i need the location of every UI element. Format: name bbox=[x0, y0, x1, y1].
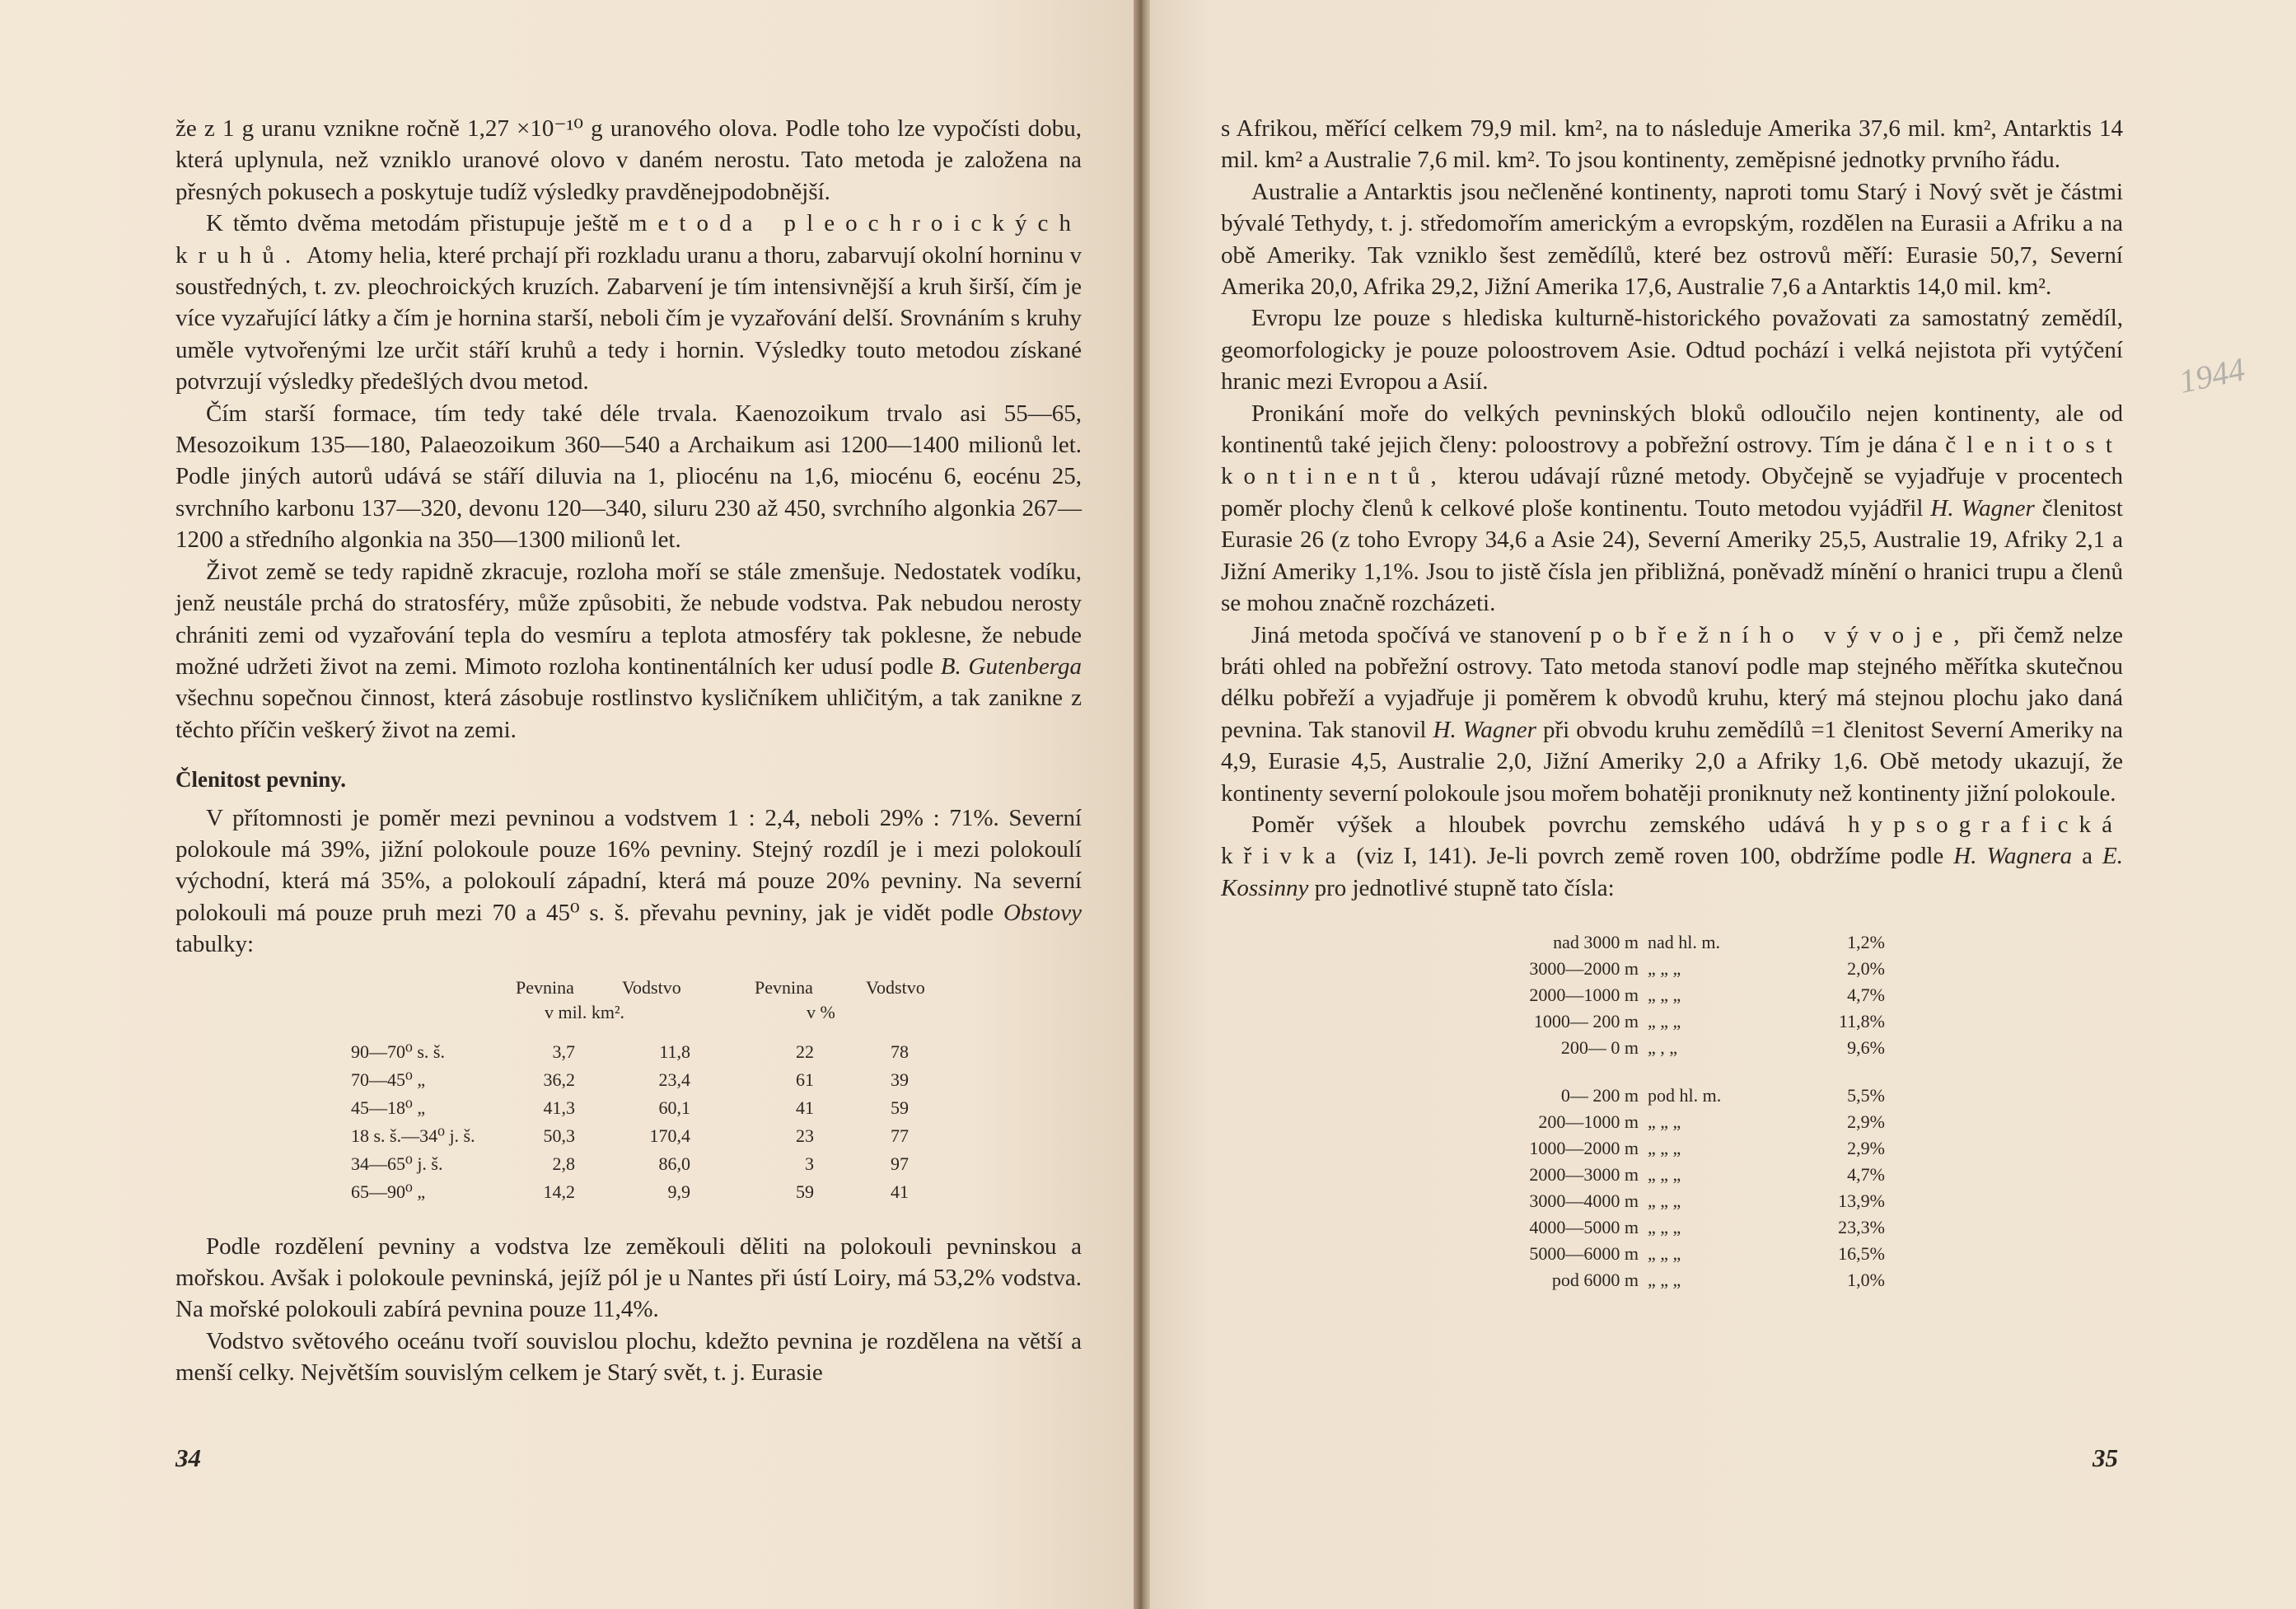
table-row: 2000—3000 m „ „ „ 4,7% bbox=[1529, 1164, 1885, 1186]
paragraph: Evropu lze pouze s hlediska kulturně-historického považovati za samostatný zemědíl, geomorfologicky je pouze poloostrovem Asie. Odtud pochází i velká nejistota při vytýčení hranic mezi Evropou a Asií. bbox=[1221, 305, 2123, 395]
table-row: 200— 0 m „ , „ 9,6% bbox=[1560, 1037, 1885, 1059]
table-row: 200—1000 m „ „ „ 2,9% bbox=[1538, 1111, 1885, 1133]
spaced-term: metoda pleochroických kruhů. bbox=[175, 210, 1082, 269]
table-row: 18 s. š.—34⁰ j. š. 50,3 170,4 23 77 bbox=[351, 1125, 909, 1146]
table-row: 34—65⁰ j. š. 2,8 86,0 3 97 bbox=[351, 1153, 909, 1174]
table-row: 1000—2000 m „ „ „ 2,9% bbox=[1529, 1138, 1885, 1159]
paragraph: K těmto dvěma metodám přistupuje ještě metoda pleochroických kruhů. Atomy helia, které prchají při rozkladu uranu a thoru, zabarvují okolní horninu v soustředných, t. zv. pleochroických kruzích. Zabarvení je tím intensivnější a kruh širší, čím je více vyzařující látky a čím je hornina starší, neboli čím je vyzařování delší. Srovnáním s kruhy uměle vytvořenými lze určit stáří kruhů a tedy i hornin. Výsledky touto metodou získané potvrzují výsledky předešlých dvou metod. bbox=[175, 210, 1082, 395]
left-page-text bbox=[175, 113, 1082, 1389]
paragraph: V přítomnosti je poměr mezi pevninou a vodstvem 1 : 2,4, neboli 29% : 71%. Severní polokoule má 39%, jižní polokoule pouze 16% pevniny. Stejný rozdíl je i mezi polokoulí východní, která má 35%, a polokoulí západní, která má pouze 20% pevniny. Na severní polokouli má pouze pruh mezi 70 a 45⁰ s. š. převahu pevniny, jak je vidět podle Obstovy tabulky: bbox=[175, 804, 1082, 958]
hypsographic-table bbox=[1221, 927, 2123, 1291]
table-header: Pevnina bbox=[755, 976, 813, 998]
table-header: Pevnina bbox=[516, 976, 574, 998]
table-row: 3000—2000 m „ „ „ 2,0% bbox=[1529, 958, 1885, 980]
paragraph: s Afrikou, měřící celkem 79,9 mil. km², na to následuje Amerika 37,6 mil. km², Antarktis 14 mil. km² a Australie 7,6 mil. km². To jsou kontinenty, zeměpisné jednotky prvního řádu. bbox=[1221, 115, 2123, 174]
table-header: Vodstvo bbox=[622, 976, 681, 998]
paragraph: že z 1 g uranu vznikne ročně 1,27 ×10⁻¹⁰ g uranového olova. Podle toho lze vypočísti dobu, která uplynula, než vzniklo uranové olovo v daném nerostu. Tato metoda je založena na přesných pokusech a poskytuje tudíž výsledky pravděnejpodobnější. bbox=[175, 115, 1082, 205]
spaced-term: hypsografická křivka bbox=[1221, 811, 2124, 870]
book-gutter bbox=[1134, 0, 1150, 1609]
table-row: 2000—1000 m „ „ „ 4,7% bbox=[1529, 985, 1885, 1006]
section-heading: Členitost pevniny. bbox=[175, 767, 347, 793]
spaced-term: pobřežního vývoje, bbox=[1589, 621, 1971, 648]
table-subheader: v mil. km². bbox=[545, 1001, 625, 1022]
table-row: 45—18⁰ „ 41,3 60,1 41 59 bbox=[351, 1097, 909, 1118]
right-page-text bbox=[1221, 113, 2123, 1291]
paragraph: Australie a Antarktis jsou nečleněné kontinenty, naproti tomu Starý i Nový svět je částmi bývalé Tethydy, t. j. středomořím americkým a evropským, rozdělen na Eurasii a Afriku a na obě Ameriky. Tak vzniklo šest zemědílů, které bez ostrovů měří: Eurasie 50,7, Severní Amerika 20,0, Afrika 29,2, Jižní Amerika 17,6, Australie 7,6 a Antarktis 14,0 mil. km². bbox=[1221, 178, 2123, 301]
pencil-annotation: 1944 bbox=[2176, 350, 2248, 400]
spaced-term: členitost kontinentů, bbox=[1221, 432, 2123, 490]
table-row: 90—70⁰ s. š. 3,7 11,8 22 78 bbox=[351, 1041, 909, 1062]
paragraph: Čím starší formace, tím tedy také déle trvala. Kaenozoikum trvalo asi 55—65, Mesozoikum 135—180, Palaeozoikum 360—540 a Archaikum asi 1200—1400 milionů let. Podle jiných autorů udává se stáří diluvia na 1, pliocénu na 1,6, miocénu 6, eocénu 25, svrchního karbonu 137—320, devonu 120—340, siluru 230 až 450, svrchního algonkia 267—1200 a středního algonkia na 350—1300 milionů let. bbox=[175, 400, 1082, 554]
paragraph: Jiná metoda spočívá ve stanovení pobřežního vývoje, při čemž nelze bráti ohled na pobřežní ostrovy. Tato metoda stanoví podle map stejného měřítka skutečnou délku pobřeží a vyjadřuje ji poměrem k obvodů kruhu, který má stejnou plochu jako daná pevnina. Tak stanovil H. Wagner při obvodu kruhu zemědílů =1 členitost Severní Ameriky na 4,9, Eurasie 4,5, Australie 2,0, Jižní Ameriky 2,0 a Afriky 1,6. Obě metody ukazují, že kontinenty severní polokoule jsou mořem bohatěji proniknuty než kontinenty jižní polokoule. bbox=[1221, 621, 2124, 807]
page-number: 35 bbox=[2093, 1443, 2118, 1472]
table-row: 5000—6000 m „ „ „ 16,5% bbox=[1529, 1243, 1885, 1265]
table-row: nad 3000 m nad hl. m. 1,2% bbox=[1553, 932, 1885, 953]
table-row: 4000—5000 m „ „ „ 23,3% bbox=[1529, 1217, 1885, 1238]
table-subheader: v % bbox=[807, 1001, 835, 1022]
table-row: 3000—4000 m „ „ „ 13,9% bbox=[1529, 1190, 1885, 1212]
paragraph: Podle rozdělení pevniny a vodstva lze zeměkouli děliti na polokouli pevninskou a mořskou. Avšak i polokoule pevninská, jejíž pól je u Nantes při ústí Loiry, má 53,2% vodstva. Na mořské polokouli zabírá pevnina pouze 11,4%. bbox=[175, 1232, 1082, 1323]
table-row: 0— 200 m pod hl. m. 5,5% bbox=[1560, 1085, 1885, 1106]
paragraph: Život země se tedy rapidně zkracuje, rozloha moří se stále zmenšuje. Nedostatek vodíku, jenž neustále prchá do stratosféry, může způsobiti, že nebude vodstva. Pak nebudou nerosty chrániti zemi od vyzařování tepla do vesmíru a teplota atmosféry tak poklesne, že nebude možné udržeti život na zemi. Mimoto rozloha kontinentálních ker udusí podle B. Gutenberga všechnu sopečnou činnost, která zásobuje rostlinstvo kysličníkem uhličitým, a tak zanikne z těchto příčin veškerý život na zemi. bbox=[175, 558, 1083, 743]
table-header: Vodstvo bbox=[866, 976, 925, 998]
table-row: pod 6000 m „ „ „ 1,0% bbox=[1551, 1270, 1885, 1291]
paragraph: Poměr výšek a hloubek povrchu zemského udává hypsografická křivka (viz I, 141). Je-li povrch země roven 100, obdržíme podle H. Wagnera a E. Kossinny pro jednotlivé stupně tato čísla: bbox=[1221, 811, 2124, 901]
paragraph: Pronikání moře do velkých pevninských bloků odloučilo nejen kontinenty, ale od kontinentů také jejich členy: poloostrovy a pobřežní ostrovy. Tím je dána členitost kontinentů, kterou udávají různé metody. Obyčejně se vyjadřuje v procentech poměr plochy členů k celkové ploše kontinentu. Touto metodou vyjádřil H. Wagner členitost Eurasie 26 (z toho Evropy 34,6 a Asie 24), Severní Ameriky 25,5, Australie 19, Afriky 2,1 a Jižní Ameriky 1,1%. Jsou to jistě čísla jen přibližná, poněvadž mínění o hranici trupu a členů se mohou značně rozcházeti. bbox=[1221, 400, 2124, 617]
table-row: 65—90⁰ „ 14,2 9,9 59 41 bbox=[351, 1181, 909, 1202]
table-row: 1000— 200 m „ „ „ 11,8% bbox=[1533, 1011, 1885, 1032]
obst-table bbox=[175, 972, 1082, 1219]
table-row: 70—45⁰ „ 36,2 23,4 61 39 bbox=[351, 1069, 909, 1090]
paragraph: Vodstvo světového oceánu tvoří souvislou plochu, kdežto pevnina je rozdělena na větší a menší celky. Největším souvislým celkem je Starý svět, t. j. Eurasie bbox=[175, 1327, 1082, 1387]
page-number: 34 bbox=[175, 1443, 201, 1472]
